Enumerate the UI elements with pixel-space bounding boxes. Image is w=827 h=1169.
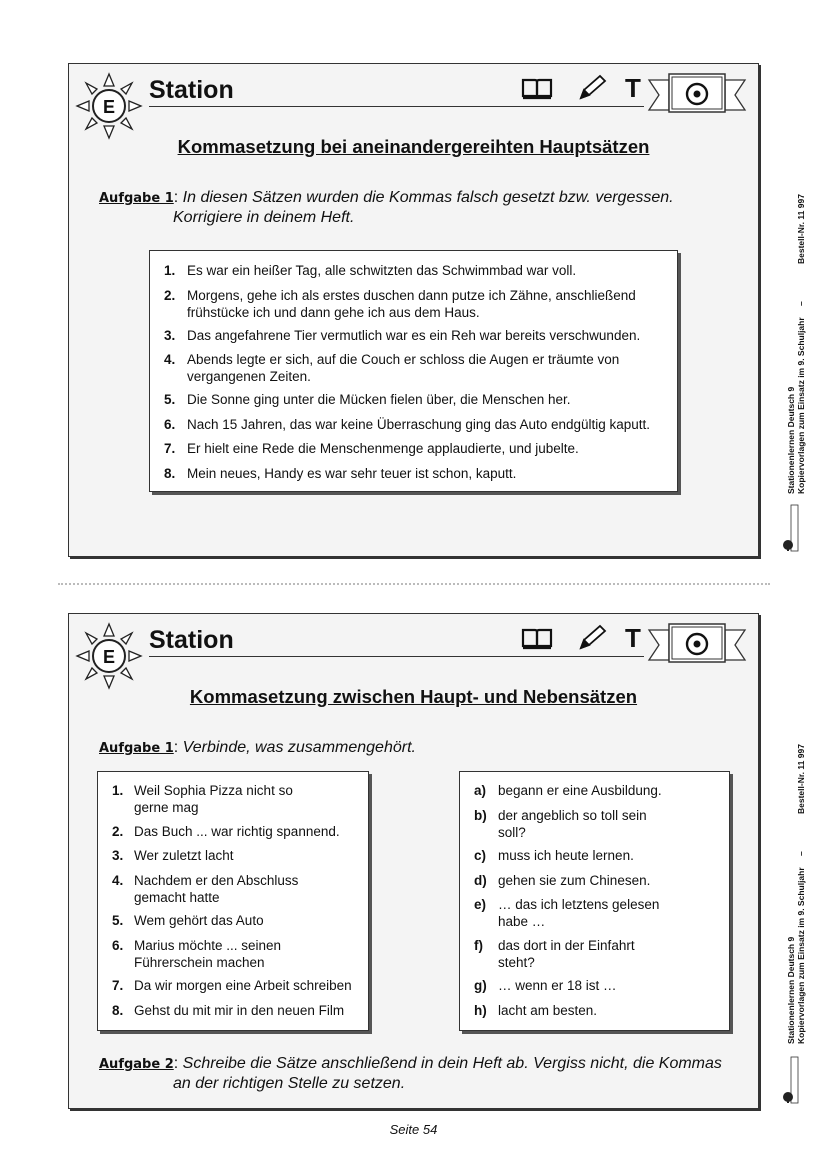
- clause-item-right: [474, 896, 724, 930]
- item-number: 7.: [164, 441, 176, 456]
- item-text-cont: gemacht hatte: [134, 889, 220, 905]
- item-number: 8.: [112, 1002, 124, 1018]
- right-clause-box: [459, 771, 730, 1031]
- task-1: Aufgabe 1: In diesen Sätzen wurden die Kommas falsch gesetzt bzw. vergessen. Korrigiere in deinem Heft.: [99, 189, 674, 226]
- sentence-item: [164, 465, 669, 482]
- item-text: Die Sonne ging unter die Mücken fielen über, die Menschen her.: [187, 392, 571, 407]
- item-text: Das angefahrene Tier vermutlich war es ein Reh war bereits verschwunden.: [187, 327, 641, 343]
- item-text: … das ich letztens gelesen: [498, 897, 660, 912]
- clause-item-left: [112, 823, 362, 840]
- book-icon: [523, 630, 551, 648]
- item-text: das dort in der Einfahrt: [498, 937, 635, 953]
- badge-letter: E: [102, 97, 116, 117]
- task-text-2: Korrigiere in deinem Heft.: [173, 209, 355, 226]
- sidebar-order: Bestell-Nr. 11 997: [796, 194, 806, 264]
- item-number: 5.: [164, 392, 176, 407]
- item-text: Nach 15 Jahren, das war keine Überraschung ging das Auto endgültig kaputt.: [187, 416, 651, 432]
- left-clause-box: [97, 771, 369, 1031]
- clause-item-left: [112, 1002, 362, 1019]
- page-number: Seite 54: [389, 1122, 438, 1137]
- item-text: Wer zuletzt lacht: [134, 848, 234, 863]
- target-banner-icon: [647, 622, 747, 668]
- sidebar-dash: –: [796, 851, 806, 856]
- book-icon: [523, 80, 551, 98]
- sentence-item: [164, 391, 669, 408]
- station-card-1: [68, 63, 759, 557]
- sentence-item: [164, 440, 669, 457]
- sentence-item: [164, 327, 669, 344]
- item-number: 3.: [112, 848, 124, 863]
- item-text-cont: habe …: [498, 914, 546, 929]
- item-text: … wenn er 18 ist …: [498, 978, 617, 993]
- task-text: Verbinde, was zusammengehört.: [182, 739, 416, 756]
- sun-badge-icon: [75, 72, 143, 140]
- task-text: Schreibe die Sätze anschließend in dein Heft ab. Vergiss nicht, die Kommas: [182, 1055, 722, 1072]
- item-number: 1.: [112, 783, 124, 798]
- section-heading: Kommasetzung zwischen Haupt- und Nebensätzen: [189, 686, 638, 707]
- item-number: a): [474, 783, 487, 798]
- clause-item-left: [112, 977, 362, 994]
- item-text: Nachdem er den Abschluss: [134, 872, 299, 888]
- station-title: Station: [149, 626, 234, 654]
- sidebar-line1: Stationenlernen Deutsch 9: [786, 936, 796, 1044]
- item-number: c): [474, 848, 487, 863]
- item-text-cont: gerne mag: [134, 800, 199, 815]
- clause-item-right: [474, 872, 724, 889]
- clause-item-left: [112, 782, 362, 816]
- item-number: g): [474, 978, 487, 993]
- item-text: begann er eine Ausbildung.: [498, 783, 662, 798]
- task-2: Aufgabe 2: Schreibe die Sätze anschließend in dein Heft ab. Vergiss nicht, die Kommas an der richtigen Stelle zu setzen.: [99, 1055, 722, 1092]
- station-card-2: [68, 613, 759, 1109]
- item-text: Gehst du mit mir in den neuen Film: [134, 1002, 345, 1018]
- station-title: Station: [149, 76, 234, 104]
- sentence-box: [149, 250, 678, 492]
- item-number: 4.: [112, 872, 124, 888]
- item-number: d): [474, 872, 487, 888]
- item-number: h): [474, 1002, 487, 1018]
- clause-item-left: [112, 937, 362, 971]
- sentence-item: [164, 416, 669, 433]
- task-label: Aufgabe 1: [99, 191, 174, 206]
- clause-item-right: [474, 1002, 724, 1019]
- task-text: In diesen Sätzen wurden die Kommas falsch gesetzt bzw. vergessen.: [182, 189, 674, 206]
- sidebar-line2: Kopiervorlagen zum Einsatz im 9. Schuljahr: [796, 867, 806, 1044]
- sidebar-order: Bestell-Nr. 11 997: [796, 744, 806, 814]
- tool-icons: [521, 74, 641, 109]
- item-text-cont: steht?: [498, 954, 535, 970]
- sentence-item: [164, 262, 669, 279]
- clause-item-right: [474, 977, 724, 994]
- item-number: 7.: [112, 978, 124, 993]
- item-number: b): [474, 807, 487, 823]
- item-number: 6.: [112, 937, 124, 953]
- sentence-item: [164, 287, 669, 321]
- clause-item-right: [474, 807, 724, 841]
- item-text: Abends legte er sich, auf die Couch er schloss die Augen er träumte von: [187, 352, 620, 367]
- item-number: 8.: [164, 465, 176, 481]
- item-text-cont: vergangenen Zeiten.: [187, 369, 311, 384]
- item-number: 1.: [164, 263, 176, 278]
- item-number: e): [474, 897, 487, 912]
- clause-item-left: [112, 872, 362, 906]
- item-text: muss ich heute lernen.: [498, 848, 634, 863]
- item-text: der angeblich so toll sein: [498, 807, 647, 823]
- item-text: Wem gehört das Auto: [134, 913, 264, 928]
- page-separator: [58, 583, 770, 585]
- item-text-cont: frühstücke ich und dann gehe ich aus dem Haus.: [187, 304, 480, 320]
- item-text: Da wir morgen eine Arbeit schreiben: [134, 978, 352, 993]
- item-number: 6.: [164, 416, 176, 432]
- item-text: Mein neues, Handy es war sehr teuer ist schon, kaputt.: [187, 465, 517, 481]
- item-text-cont: soll?: [498, 824, 526, 840]
- clause-item-right: [474, 782, 724, 799]
- clause-item-left: [112, 847, 362, 864]
- sidebar-line2: Kopiervorlagen zum Einsatz im 9. Schuljahr: [796, 317, 806, 494]
- target-banner-icon: [647, 72, 747, 118]
- publisher-logo-icon: [782, 503, 802, 553]
- pencil-icon: [581, 626, 605, 648]
- item-number: 4.: [164, 352, 176, 367]
- clause-item-left: [112, 912, 362, 929]
- text-T-icon: T: [625, 73, 641, 103]
- task-text-2: an der richtigen Stelle zu setzen.: [173, 1075, 406, 1092]
- task-1: Aufgabe 1: Verbinde, was zusammengehört.: [99, 739, 416, 756]
- item-number: 2.: [164, 287, 176, 303]
- item-number: 2.: [112, 823, 124, 839]
- section-heading: Kommasetzung bei aneinandergereihten Hauptsätzen: [177, 136, 650, 157]
- item-text: gehen sie zum Chinesen.: [498, 872, 651, 888]
- text-T-icon: T: [625, 623, 641, 653]
- item-text: lacht am besten.: [498, 1002, 598, 1018]
- publisher-logo-icon: [782, 1055, 802, 1105]
- pencil-icon: [581, 76, 605, 98]
- item-number: 5.: [112, 913, 124, 928]
- item-text: Er hielt eine Rede die Menschenmenge applaudierte, und jubelte.: [187, 441, 579, 456]
- item-text: Weil Sophia Pizza nicht so: [134, 783, 293, 798]
- clause-item-right: [474, 937, 724, 971]
- badge-letter: E: [102, 647, 116, 667]
- task-label: Aufgabe 1: [99, 741, 174, 756]
- sidebar-dash: –: [796, 301, 806, 306]
- item-text: Morgens, gehe ich als erstes duschen dann putze ich Zähne, anschließend: [187, 287, 636, 303]
- sentence-item: [164, 351, 669, 385]
- item-number: f): [474, 937, 483, 953]
- item-number: 3.: [164, 327, 176, 343]
- item-text: Marius möchte ... seinen: [134, 937, 282, 953]
- task-label: Aufgabe 2: [99, 1057, 174, 1072]
- tool-icons: [521, 624, 641, 659]
- sidebar-line1: Stationenlernen Deutsch 9: [786, 386, 796, 494]
- sun-badge-icon: [75, 622, 143, 690]
- item-text: Das Buch ... war richtig spannend.: [134, 823, 340, 839]
- clause-item-right: [474, 847, 724, 864]
- item-text-cont: Führerschein machen: [134, 954, 265, 970]
- item-text: Es war ein heißer Tag, alle schwitzten das Schwimmbad war voll.: [187, 263, 577, 278]
